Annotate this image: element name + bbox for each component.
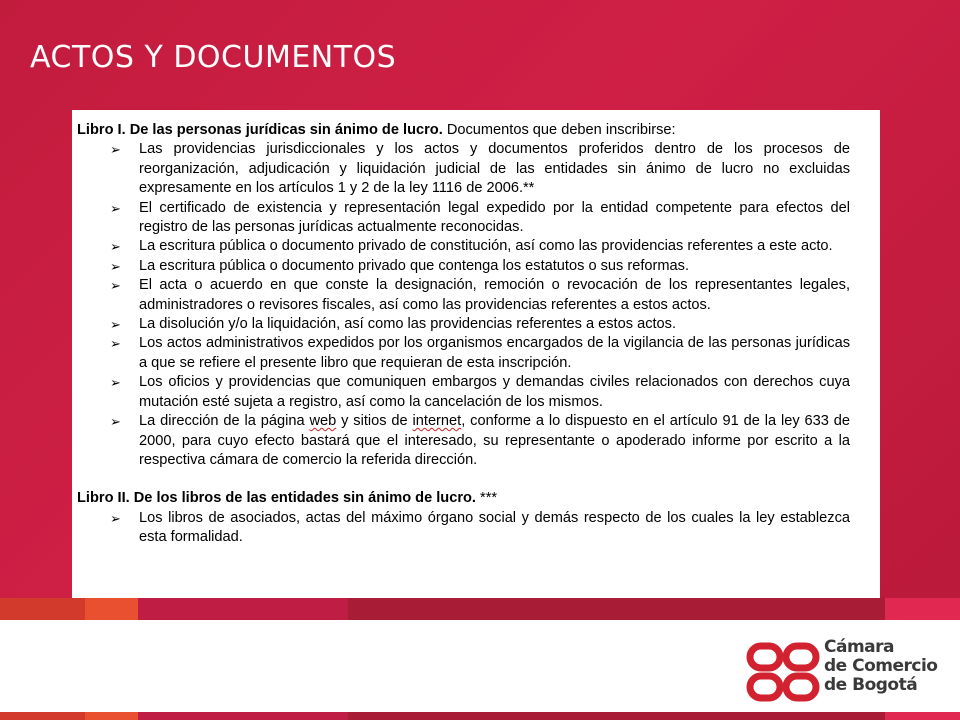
strip-segment bbox=[85, 712, 138, 720]
arrow-bullet-icon: ➢ bbox=[110, 317, 121, 333]
book1-item bbox=[77, 199, 850, 238]
book2-heading bbox=[77, 489, 850, 508]
logo-wordmark bbox=[824, 638, 937, 695]
logo-mark-icon bbox=[746, 642, 820, 702]
book1-item-text: Los oficios y providencias que comuniquen embargos y demandas civiles relacionados con derechos cuya mutación esté sujeta a registro, así como la cancelación de los mismos. bbox=[139, 374, 850, 410]
book1-item-text: El certificado de existencia y representación legal expedido por la entidad competente para efectos del registro de las personas jurídicas actualmente reconocidas. bbox=[139, 199, 850, 236]
book1-list bbox=[77, 140, 850, 470]
book1-heading-bold: Libro I. De las personas jurídicas sin ánimo de lucro. bbox=[77, 122, 443, 138]
book2-heading-rest: *** bbox=[475, 490, 498, 507]
logo-line: de Comercio bbox=[824, 656, 938, 676]
strip-segment bbox=[85, 598, 138, 620]
book1-item bbox=[77, 237, 850, 256]
book1-item-text: Los actos administrativos expedidos por los organismos encargados de la vigilancia de las personas jurídicas a que se refiere el presente libro que requieran de esta inscripción. bbox=[139, 335, 850, 371]
spellcheck-word: internet bbox=[412, 413, 462, 430]
strip-segment bbox=[138, 598, 348, 620]
arrow-bullet-icon: ➢ bbox=[110, 239, 121, 255]
document-image bbox=[72, 110, 880, 600]
book1-heading bbox=[77, 121, 850, 140]
arrow-bullet-icon: ➢ bbox=[110, 258, 121, 274]
arrow-bullet-icon: ➢ bbox=[110, 142, 121, 158]
arrow-bullet-icon: ➢ bbox=[110, 510, 121, 526]
book2-heading-bold: Libro II. De los libros de las entidades sin ánimo de lucro. bbox=[77, 490, 476, 507]
book1-item bbox=[77, 140, 850, 198]
book1-item-text: La disolución y/o la liquidación, así como las providencias referentes a estos actos. bbox=[139, 316, 677, 333]
strip-segment bbox=[0, 712, 85, 720]
book2-item-text: Los libros de asociados, actas del máximo órgano social y demás respecto de los cuales la ley establezca esta formalidad. bbox=[139, 509, 850, 546]
strip-segment bbox=[348, 598, 885, 620]
book1-item bbox=[77, 373, 850, 412]
book2-list bbox=[77, 509, 850, 548]
book1-item-text: La escritura pública o documento privado que contenga los estatutos o sus reformas. bbox=[139, 257, 690, 274]
decorative-color-strip bbox=[0, 598, 960, 620]
book1-item-text: El acta o acuerdo en que conste la designación, remoción o revocación de los representantes legales, administradores o revisores fiscales, así como las providencias referentes a estos actos. bbox=[139, 277, 850, 313]
book1-item-text: La escritura pública o documento privado de constitución, así como las providencias referentes a este acto. bbox=[139, 238, 833, 255]
book1-item-text-part: y sitios de bbox=[336, 413, 413, 430]
arrow-bullet-icon: ➢ bbox=[110, 278, 121, 294]
logo-line: Cámara bbox=[824, 637, 894, 657]
strip-segment bbox=[348, 712, 885, 720]
book1-item bbox=[77, 334, 850, 373]
arrow-bullet-icon: ➢ bbox=[110, 375, 121, 391]
book1-item-text: Las providencias jurisdiccionales y los actos y documentos proferidos dentro de los procesos de reorganización, adjudicación y liquidación judicial de las entidades sin ánimo de lucro no excluidas expresamente en los artículos 1 y 2 de la ley 1116 de 2006.** bbox=[139, 141, 850, 197]
book1-item-text-part: La dirección de la página bbox=[139, 413, 310, 430]
strip-segment bbox=[885, 712, 960, 720]
strip-segment bbox=[138, 712, 348, 720]
bottom-color-strip bbox=[0, 712, 960, 720]
arrow-bullet-icon: ➢ bbox=[110, 414, 121, 430]
book1-heading-rest: Documentos que deben inscribirse: bbox=[442, 122, 676, 138]
strip-segment bbox=[0, 598, 85, 620]
arrow-bullet-icon: ➢ bbox=[110, 336, 121, 352]
book1-item bbox=[77, 257, 850, 276]
logo-line: de Bogotá bbox=[824, 675, 918, 695]
book1-item bbox=[77, 315, 850, 334]
book1-item bbox=[77, 412, 850, 470]
slide-title: ACTOS Y DOCUMENTOS bbox=[30, 40, 397, 75]
strip-segment bbox=[885, 598, 960, 620]
arrow-bullet-icon: ➢ bbox=[110, 200, 121, 216]
spellcheck-word: web bbox=[309, 413, 337, 430]
camara-comercio-logo bbox=[746, 636, 936, 706]
book2-item bbox=[77, 509, 850, 548]
book1-item bbox=[77, 276, 850, 315]
book1-item-text-part: , conforme a lo dispuesto en el artículo 91 de la ley 633 de 2000, para cuyo efecto bastará que el interesado, su representante o apoderado informe por escrito a la respectiva cámara de comercio la referida dirección. bbox=[139, 413, 850, 468]
